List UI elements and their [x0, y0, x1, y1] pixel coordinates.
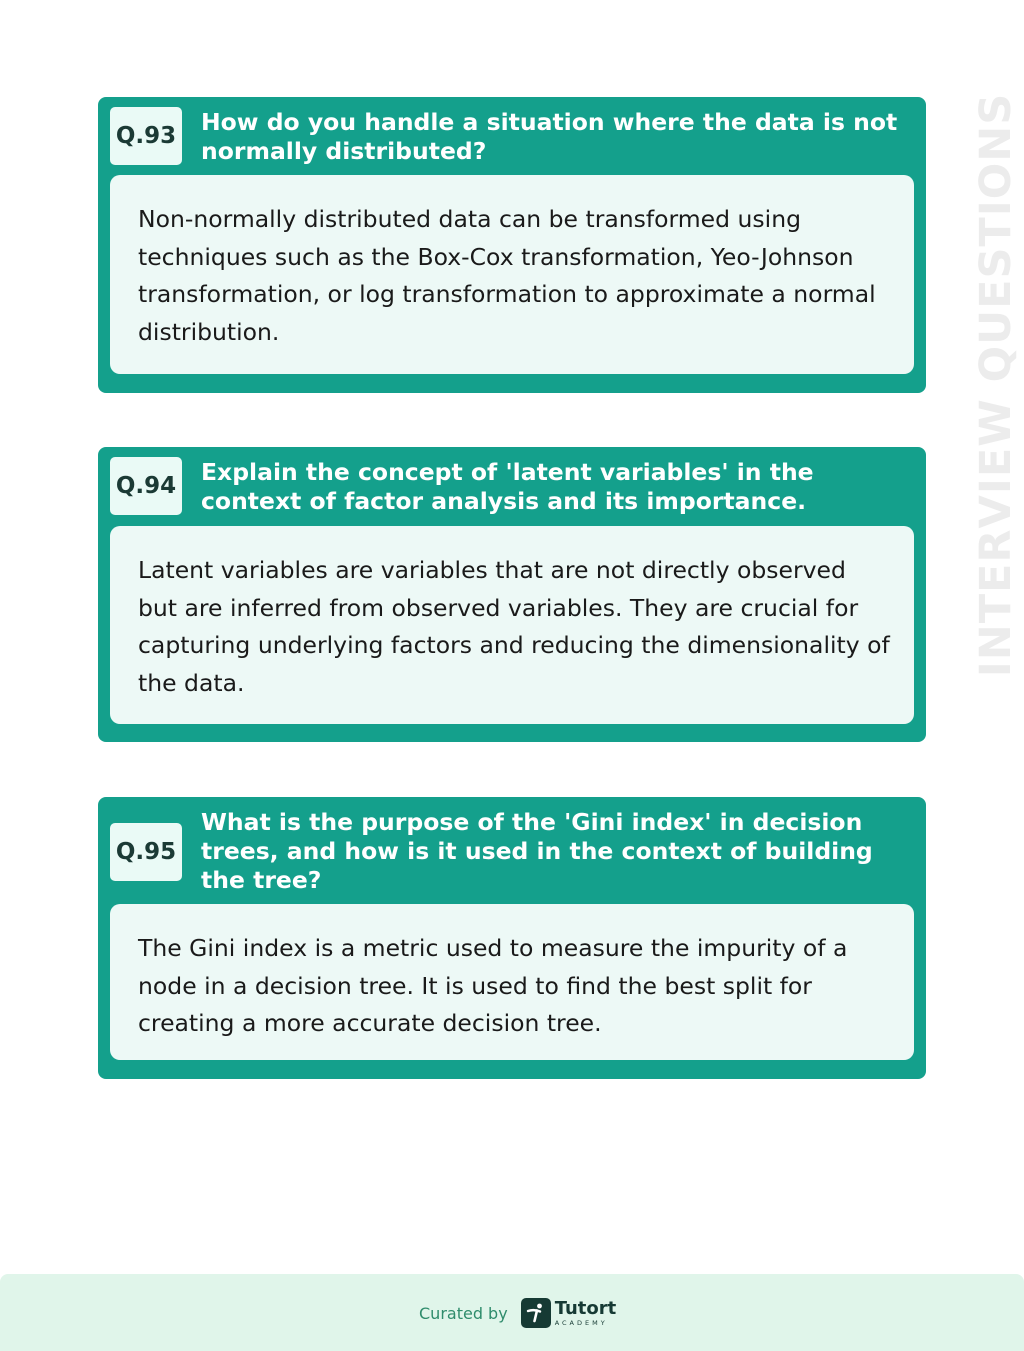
question-number-badge: Q.93 [110, 107, 182, 165]
answer-box [110, 175, 914, 374]
question-number-badge: Q.94 [110, 457, 182, 515]
question-text: How do you handle a situation where the data is not normally distributed? [201, 108, 898, 165]
tutort-logo-icon [521, 1298, 551, 1328]
tutort-logo-icon-glyph [525, 1302, 547, 1324]
question-card-93 [98, 97, 926, 393]
tutort-logo-text [554, 1297, 617, 1327]
footer [0, 1274, 1024, 1351]
brand-name: Tutort [554, 1297, 617, 1319]
answer-text: The Gini index is a metric used to measure the impurity of a node in a decision tree. It is used to find the best split for creating a more accurate decision tree. [138, 934, 848, 1037]
footer-credit [419, 1297, 616, 1329]
side-label-interview-questions: INTERVIEW QUESTIONS [971, 92, 1021, 678]
answer-box [110, 526, 914, 724]
brand-subtitle: ACADEMY [554, 1318, 608, 1327]
question-card-95 [98, 797, 926, 1079]
question-card-94 [98, 447, 926, 742]
curated-by-label: Curated by [419, 1303, 508, 1323]
question-text: What is the purpose of the 'Gini index' in decision trees, and how is it used in the context of building the tree? [201, 808, 873, 894]
answer-box [110, 904, 914, 1060]
question-text: Explain the concept of 'latent variables' in the context of factor analysis and its importance. [201, 458, 814, 515]
question-number-badge: Q.95 [110, 823, 182, 881]
answer-text: Non-normally distributed data can be transformed using techniques such as the Box-Cox transformation, Yeo-Johnson transformation, or log transformation to approximate a normal distribution. [138, 205, 876, 346]
answer-text: Latent variables are variables that are not directly observed but are inferred from observed variables. They are crucial for capturing underlying factors and reducing the dimensionality of the data. [138, 556, 890, 697]
